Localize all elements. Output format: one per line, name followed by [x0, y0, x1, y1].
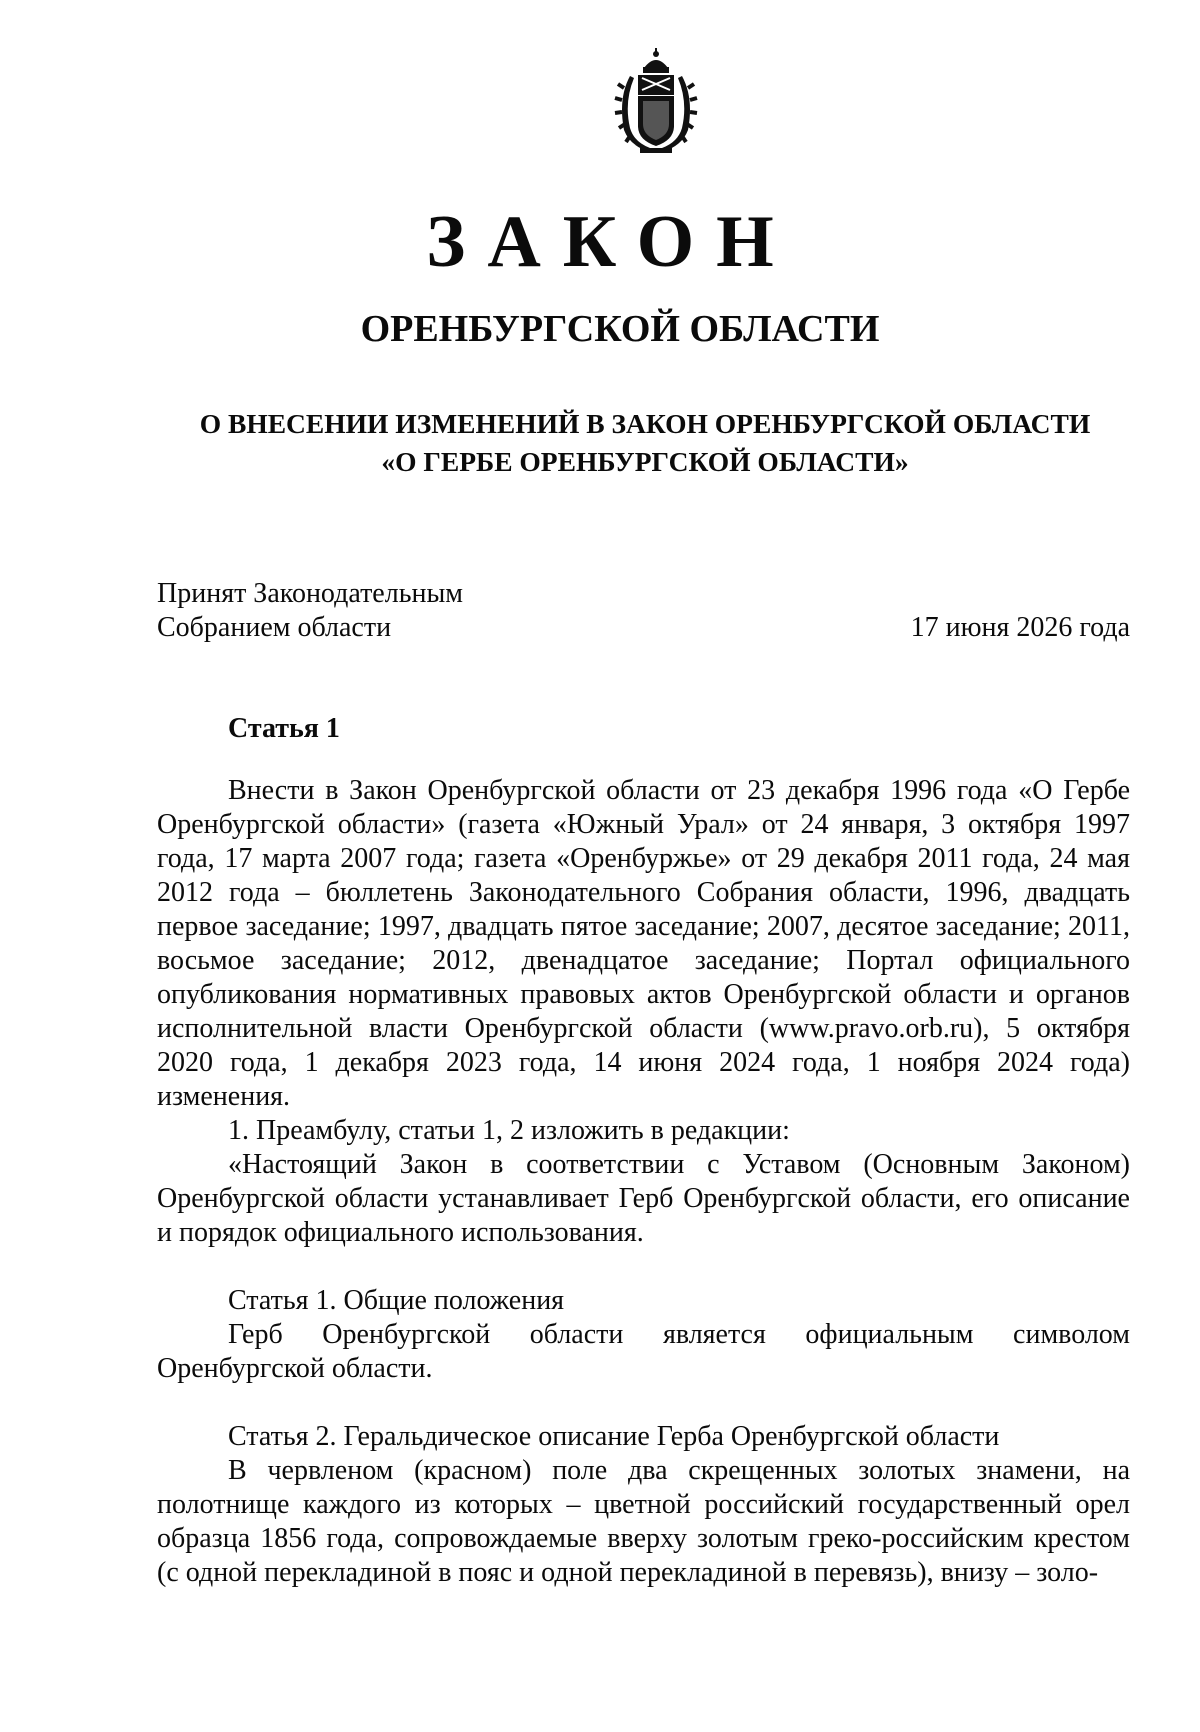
- new-article-1-heading: Статья 1. Общие положения: [228, 1285, 565, 1316]
- article-1-intro: Внести в Закон Оренбургской области от 23 декабря 1996 года «О Гербе Оренбургской области» (газета «Южный Урал» от 24 января, 3 октября 1997 года, 17 марта 2007 года; газета «Оренбуржье» от 29 декабря 2011 года, 24 мая 2012 года – бюллетень Законодательного Собрания области, 1996, двадцать первое заседание; 1997, двадцать пятое заседание; 2007, десятое заседание; 2011, восьмое заседание; 2012, двенадцатое заседание; Портал официального опубликования нормативных правовых актов Оренбургской области и органов исполнительной власти Оренбургской области (www.pravo.orb.ru), 5 октября 2020 года, 1 декабря 2023 года, 14 июня 2024 года, 1 ноября 2024 года) изменения.: [157, 775, 1130, 1112]
- adoption-line-1: Принят Законодательным: [157, 578, 463, 609]
- article-1-heading: Статья 1: [228, 713, 340, 744]
- region-title: ОРЕНБУРГСКОЙ ОБЛАСТИ: [360, 308, 880, 350]
- new-article-1-text: Герб Оренбургской области является официальным символом Оренбургской области.: [157, 1319, 1130, 1384]
- preamble-text: «Настоящий Закон в соответствии с Уставом (Основным Законом) Оренбургской области устанавливает Герб Оренбургской области, его описание и порядок официального использования.: [157, 1149, 1130, 1248]
- new-article-2-text: В червленом (красном) поле два скрещенных золотых знамени, на полотнище каждого из которых – цветной российский государственный орел образца 1856 года, сопровождаемые вверху золотым греко-российским крестом (с одной перекладиной в пояс и одной перекладиной в перевязь), внизу – золо-: [157, 1455, 1130, 1588]
- law-title: ЗАКОН: [426, 201, 796, 283]
- adoption-line-2: Собранием области: [157, 612, 392, 643]
- coat-of-arms-emblem: [610, 48, 702, 156]
- new-article-2-heading: Статья 2. Геральдическое описание Герба Оренбургской области: [228, 1421, 1000, 1452]
- subject-line-2: «О ГЕРБЕ ОРЕНБУРГСКОЙ ОБЛАСТИ»: [381, 446, 909, 477]
- article-1-body: [157, 774, 1130, 1590]
- subject-line-1: О ВНЕСЕНИИ ИЗМЕНЕНИЙ В ЗАКОН ОРЕНБУРГСКОЙ ОБЛАСТИ: [199, 408, 1091, 439]
- adoption-date: 17 июня 2026 года: [910, 612, 1130, 643]
- law-subject: [100, 405, 1190, 481]
- adoption-body: [157, 577, 463, 645]
- item-1: 1. Преамбулу, статьи 1, 2 изложить в редакции:: [228, 1115, 790, 1146]
